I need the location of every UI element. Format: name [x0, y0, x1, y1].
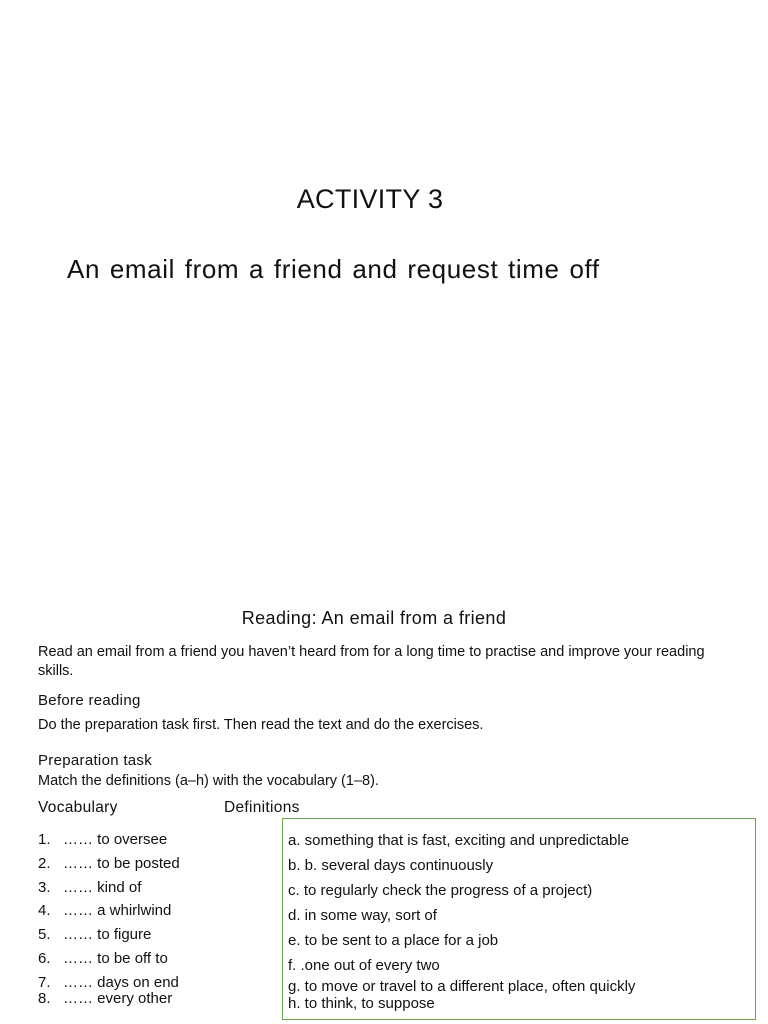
- vocabulary-item: [38, 926, 151, 943]
- vocabulary-item-number: 8.: [38, 990, 51, 1007]
- vocabulary-item: [38, 902, 171, 919]
- definition-item: g. to move or travel to a different place, often quickly: [288, 978, 636, 995]
- vocabulary-item-number: 1.: [38, 831, 51, 848]
- reading-heading: Reading: An email from a friend: [241, 608, 507, 628]
- vocabulary-item-number: 6.: [38, 950, 51, 967]
- definition-item: h. to think, to suppose: [288, 995, 435, 1012]
- activity-heading: ACTIVITY 3: [296, 184, 444, 214]
- vocabulary-item-text: …… to oversee: [63, 831, 168, 848]
- definition-item: b. b. several days continuously: [288, 857, 494, 874]
- before-reading-text: Do the preparation task first. Then read the text and do the exercises.: [38, 717, 484, 733]
- vocabulary-item-text: …… days on end: [63, 974, 179, 991]
- vocabulary-label: Vocabulary: [38, 799, 118, 816]
- definitions-label: Definitions: [224, 799, 300, 816]
- vocabulary-item-text: …… to figure: [63, 926, 152, 943]
- vocabulary-item-text: …… to be off to: [63, 950, 168, 967]
- vocabulary-item-text: …… kind of: [63, 879, 142, 896]
- definition-item: f. .one out of every two: [288, 957, 440, 974]
- reading-intro: Read an email from a friend you haven’t heard from for a long time to practise and improve your reading skills.: [38, 644, 705, 679]
- vocabulary-item-number: 2.: [38, 855, 51, 872]
- vocabulary-item-number: 5.: [38, 926, 51, 943]
- vocabulary-item-number: 7.: [38, 974, 51, 991]
- vocabulary-item: [38, 950, 168, 967]
- vocabulary-item-number: 3.: [38, 879, 51, 896]
- vocabulary-item-text: …… a whirlwind: [63, 902, 172, 919]
- vocabulary-item-text: …… every other: [63, 990, 173, 1007]
- definition-item: c. to regularly check the progress of a project): [288, 882, 593, 899]
- vocabulary-item: [38, 855, 180, 872]
- definition-item: a. something that is fast, exciting and unpredictable: [288, 832, 630, 849]
- preparation-task-text: Match the definitions (a–h) with the vocabulary (1–8).: [38, 773, 379, 789]
- vocabulary-item: [38, 990, 172, 1007]
- vocabulary-item-text: …… to be posted: [63, 855, 180, 872]
- vocabulary-item: [38, 879, 141, 896]
- definition-item: d. in some way, sort of: [288, 907, 437, 924]
- vocabulary-item: [38, 831, 167, 848]
- preparation-task-label: Preparation task: [38, 752, 153, 769]
- vocabulary-item: [38, 974, 179, 991]
- definition-item: e. to be sent to a place for a job: [288, 932, 499, 949]
- page-title: An email from a friend and request time off: [67, 254, 600, 284]
- before-reading-label: Before reading: [38, 692, 141, 709]
- vocabulary-item-number: 4.: [38, 902, 51, 919]
